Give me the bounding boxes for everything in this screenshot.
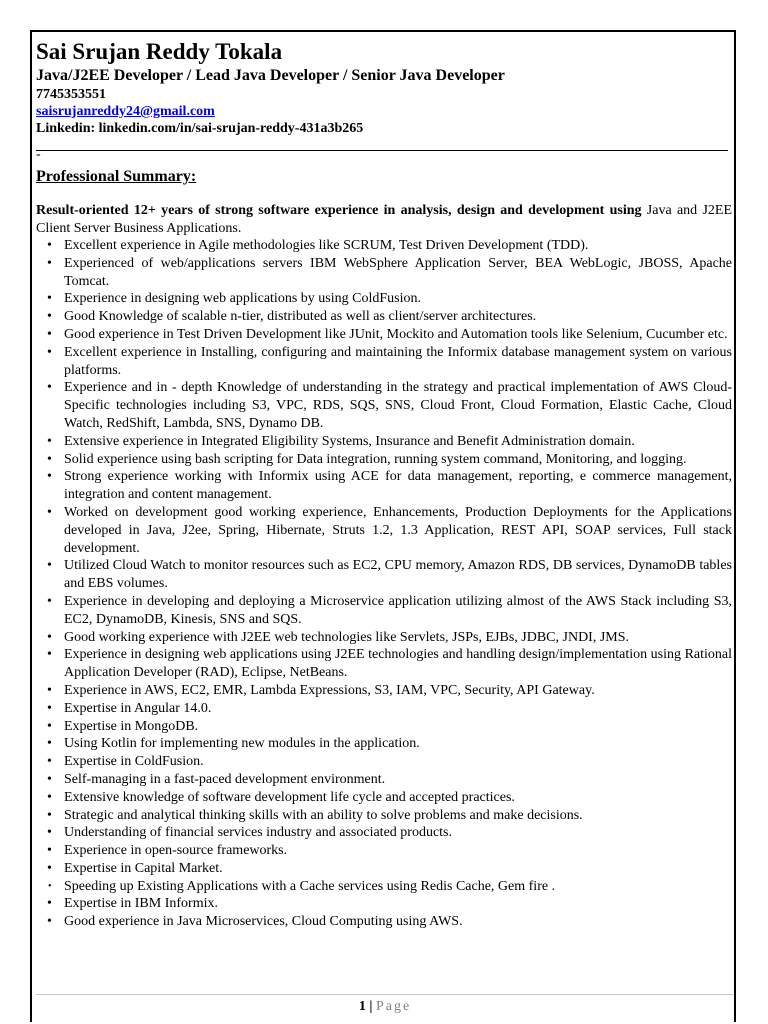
header-dash: - bbox=[36, 151, 41, 159]
list-item: • Good experience in Java Microservices, Cloud Computing using AWS. bbox=[36, 913, 732, 931]
list-item: • Extensive experience in Integrated Eligibility Systems, Insurance and Benefit Administration domain. bbox=[36, 433, 732, 451]
summary-bullet-list bbox=[36, 237, 732, 931]
email-link[interactable]: saisrujanreddy24@gmail.com bbox=[36, 104, 215, 119]
professional-summary-heading-text: Professional Summary bbox=[36, 168, 191, 185]
list-item: • Extensive knowledge of software development life cycle and accepted practices. bbox=[36, 789, 732, 807]
list-item: • Experience and in - depth Knowledge of understanding in the strategy and practical implementation of AWS Cloud-Specific technologies including S3, VPC, RDS, SQS, SNS, Cloud Front, Cloud Formation, Elastic Cache, Cloud Watch, RedShift, Lambda, SNS, Dynamo DB. bbox=[36, 379, 732, 432]
list-item: • Strong experience working with Informix using ACE for data management, reporting, e commerce management, integration and content management. bbox=[36, 468, 732, 504]
page-label: Page bbox=[375, 999, 412, 1014]
list-item: • Experienced of web/applications servers IBM WebSphere Application Server, BEA WebLogic, JBOSS, Apache Tomcat. bbox=[36, 255, 732, 291]
list-item: • Experience in open-source frameworks. bbox=[36, 842, 732, 860]
list-item: • Expertise in IBM Informix. bbox=[36, 895, 732, 913]
list-item: • Good experience in Test Driven Development like JUnit, Mockito and Automation tools like Selenium, Cucumber etc. bbox=[36, 326, 732, 344]
list-item: • Good working experience with J2EE web technologies like Servlets, JSPs, EJBs, JDBC, JNDI, JMS. bbox=[36, 629, 732, 647]
page-separator: | bbox=[365, 999, 376, 1014]
summary-intro-rest: Java and J2EE Client Server Business Applications. bbox=[36, 203, 732, 236]
phone-number: 7745353551 bbox=[36, 87, 106, 102]
list-item: • Self-managing in a fast-paced development environment. bbox=[36, 771, 732, 789]
linkedin-text: Linkedin: linkedin.com/in/sai-srujan-reddy-431a3b265 bbox=[36, 121, 364, 136]
job-title: Java/J2EE Developer / Lead Java Developer / Senior Java Developer bbox=[36, 67, 505, 84]
list-item: • Excellent experience in Installing, configuring and maintaining the Informix database management system on various platforms. bbox=[36, 344, 732, 380]
page-footer bbox=[32, 998, 738, 1016]
professional-summary-heading-colon: : bbox=[190, 168, 197, 185]
list-item: • Experience in designing web applications using J2EE technologies and handling design/implementation using Rational Application Developer (RAD), Eclipse, NetBeans. bbox=[36, 646, 732, 682]
list-item: • Using Kotlin for implementing new modules in the application. bbox=[36, 735, 732, 753]
page-number: 1 bbox=[358, 999, 366, 1014]
list-item: • Excellent experience in Agile methodologies like SCRUM, Test Driven Development (TDD). bbox=[36, 237, 732, 255]
list-item: • Expertise in MongoDB. bbox=[36, 718, 732, 736]
list-item: • Experience in designing web applications by using ColdFusion. bbox=[36, 290, 732, 308]
list-item: • Expertise in ColdFusion. bbox=[36, 753, 732, 771]
candidate-name: Sai Srujan Reddy Tokala bbox=[36, 39, 283, 64]
footer-divider bbox=[36, 994, 734, 995]
list-item: • Good Knowledge of scalable n-tier, distributed as well as client/server architectures. bbox=[36, 308, 732, 326]
list-item: • Experience in AWS, EC2, EMR, Lambda Expressions, S3, IAM, VPC, Security, API Gateway. bbox=[36, 682, 732, 700]
list-item: • Worked on development good working experience, Enhancements, Production Deployments for the Applications developed in Java, J2ee, Spring, Hibernate, Struts 1.2, 1.3 Application, REST API, SOAP services, Full stack development. bbox=[36, 504, 732, 557]
list-item: • Strategic and analytical thinking skills with an ability to solve problems and make decisions. bbox=[36, 807, 732, 825]
list-item: • Expertise in Capital Market. bbox=[36, 860, 732, 878]
list-item: • Solid experience using bash scripting for Data integration, running system command, Monitoring, and logging. bbox=[36, 451, 732, 469]
resume-page bbox=[30, 30, 736, 1022]
list-item: • Understanding of financial services industry and associated products. bbox=[36, 824, 732, 842]
summary-intro-bold: Result-oriented 12+ years of strong software experience in analysis, design and development using bbox=[36, 203, 642, 218]
list-item: • Expertise in Angular 14.0. bbox=[36, 700, 732, 718]
professional-summary-heading bbox=[36, 167, 734, 187]
list-item: • Utilized Cloud Watch to monitor resources such as EC2, CPU memory, Amazon RDS, DB services, DynamoDB tables and EBS volumes. bbox=[36, 557, 732, 593]
list-item: • Experience in developing and deploying a Microservice application utilizing almost of the AWS Stack including S3, EC2, DynamoDB, Kinesis, SNS and SQS. bbox=[36, 593, 732, 629]
summary-intro bbox=[36, 202, 732, 237]
list-item: • Speeding up Existing Applications with a Cache services using Redis Cache, Gem fire . bbox=[36, 878, 732, 896]
resume-content bbox=[36, 38, 734, 931]
